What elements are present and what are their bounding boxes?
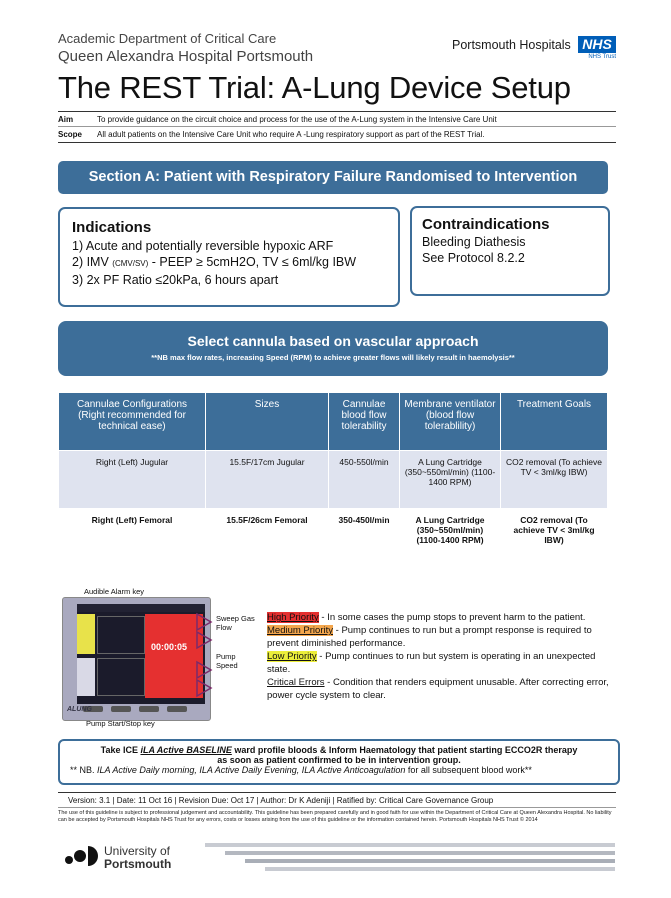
table-header: Membrane ventilator (blood flow tolerablility) [400, 393, 501, 451]
table-cell: CO2 removal (To achieve TV < 3ml/kg IBW) [501, 451, 608, 509]
university-logo-icon [64, 842, 102, 868]
nhs-logo: NHS [578, 36, 616, 53]
pump-down-arrow-icon [197, 680, 211, 696]
scope-label: Scope [58, 130, 83, 139]
table-header: Cannulae Configurations (Right recommended for technical ease) [59, 393, 206, 451]
table-cell: Right (Left) Femoral [59, 509, 206, 577]
footer-divider [58, 792, 616, 793]
aim-divider [58, 126, 616, 127]
table-header: Sizes [206, 393, 329, 451]
contraindications-heading: Contraindications [422, 216, 550, 233]
legend-medium: Medium Priority - Pump continues to run but a prompt response is required to prevent diminished performance. [267, 625, 592, 649]
device-brand: ALUNG [67, 706, 92, 713]
pump-panel [77, 658, 95, 696]
page-title: The REST Trial: A-Lung Device Setup [58, 70, 571, 105]
cannula-banner [58, 321, 608, 376]
table-cell: 450-550l/min [329, 451, 400, 509]
university-name-bottom: Portsmouth [104, 857, 172, 871]
table-row [59, 451, 608, 509]
legend-low: Low Priority - Pump continues to run but system is operating in an unexpected state. [267, 651, 596, 675]
arrow-icons [195, 608, 215, 708]
device-screen [77, 604, 205, 704]
graph-top [97, 616, 145, 654]
device-buttons [77, 706, 205, 714]
ice-line-3: ** NB. ILA Active Daily morning, ILA Active Daily Evening, ILA Active Anticoagulation for all subsequent blood work** [70, 765, 532, 775]
sweep-gas-label: Sweep Gas Flow [216, 614, 255, 632]
aim-label: Aim [58, 115, 74, 124]
nhs-trust-label: NHS Trust [588, 54, 616, 60]
table-cell: A Lung Cartridge (350~550ml/min) (1100-1400 RPM) [400, 509, 501, 577]
legend-high: High Priority - In some cases the pump stops to prevent harm to the patient. [267, 612, 586, 623]
scope-text: All adult patients on the Intensive Care Unit who require A -Lung respiratory support as part of the REST Trial. [97, 130, 485, 139]
sweep-up-arrow-icon [197, 614, 211, 630]
ice-line-1: Take ICE iLA Active BASELINE ward profile bloods & Inform Haematology that patient starting ECCO2R therapy [100, 745, 578, 755]
device-timer: 00:00:05 [151, 642, 188, 652]
table-header: Cannulae blood flow tolerability [329, 393, 400, 451]
pump-start-label: Pump Start/Stop key [86, 719, 155, 728]
cannula-note: **NB max flow rates, increasing Speed (RPM) to achieve greater flows will likely result in haemolysis** [151, 353, 515, 362]
indication-item: 2) IMV (CMV/SV) - PEEP ≥ 5cmH2O, TV ≤ 6ml/kg IBW [72, 255, 357, 269]
sweep-down-arrow-icon [197, 632, 211, 648]
table-cell: A Lung Cartridge (350~550ml/min) (1100-1400 RPM) [400, 451, 501, 509]
cannulae-table [58, 392, 608, 577]
alarm-legend [267, 611, 612, 702]
university-name-top: University of [104, 844, 171, 858]
disclaimer: The use of this guideline is subject to professional judgement and accountability. This guideline has been prepared carefully and in good faith for use within the Department of Critical Care at Queen Alexandra Hospital. No liability can be accepted by Portsmouth Hospitals NHS Trust for any errors, costs or losses arising from the use of this guideline or the information contained herein. Portsmouth Hospitals NHS Trust © 2014 [58, 810, 612, 823]
pump-up-arrow-icon [197, 662, 211, 678]
indications-heading: Indications [72, 219, 152, 236]
contraindication-item: See Protocol 8.2.2 [422, 251, 525, 265]
ice-line-2: as soon as patient confirmed to be in intervention group. [217, 755, 461, 765]
contraindication-item: Bleeding Diathesis [422, 235, 526, 249]
sweep-panel [77, 614, 95, 654]
table-cell: 350-450l/min [329, 509, 400, 577]
aim-text: To provide guidance on the circuit choice and process for the use of the A-Lung system in the Intensive Care Unit [97, 115, 497, 124]
indications-box [58, 207, 400, 307]
hospital-name: Queen Alexandra Hospital Portsmouth [58, 48, 314, 65]
table-header: Treatment Goals [501, 393, 608, 451]
pump-speed-label: Pump Speed [216, 652, 238, 670]
department-name: Academic Department of Critical Care [58, 31, 277, 46]
table-cell: Right (Left) Jugular [59, 451, 206, 509]
footer-divider-2 [58, 807, 616, 808]
legend-critical: Critical Errors - Condition that renders equipment unusable. After correcting error, power cycle system to clear. [267, 677, 609, 701]
indication-item: 3) 2x PF Ratio ≤20kPa, 6 hours apart [72, 273, 279, 287]
ice-instructions [58, 739, 620, 785]
table-cell: 15.5F/17cm Jugular [206, 451, 329, 509]
graph-bottom [97, 658, 145, 696]
table-cell: 15.5F/26cm Femoral [206, 509, 329, 577]
table-row [59, 509, 608, 577]
table-cell: CO2 removal (To achieve TV < 3ml/kg IBW) [501, 509, 608, 577]
title-divider [58, 111, 616, 112]
device-image [62, 597, 211, 721]
contraindications-box [410, 206, 610, 296]
section-a-heading: Section A: Patient with Respiratory Failure Randomised to Intervention [58, 161, 608, 194]
indication-mode-note: (CMV/SV) [112, 259, 149, 268]
version-line: Version: 3.1 | Date: 11 Oct 16 | Revision Due: Oct 17 | Author: Dr K Adeniji | Ratified by: Critical Care Governance Group [68, 796, 494, 805]
audible-alarm-label: Audible Alarm key [84, 587, 145, 596]
scope-divider [58, 142, 616, 143]
cannula-heading: Select cannula based on vascular approach [187, 333, 479, 349]
indication-item: 1) Acute and potentially reversible hypoxic ARF [72, 239, 334, 253]
trust-name: Portsmouth Hospitals [452, 38, 571, 52]
